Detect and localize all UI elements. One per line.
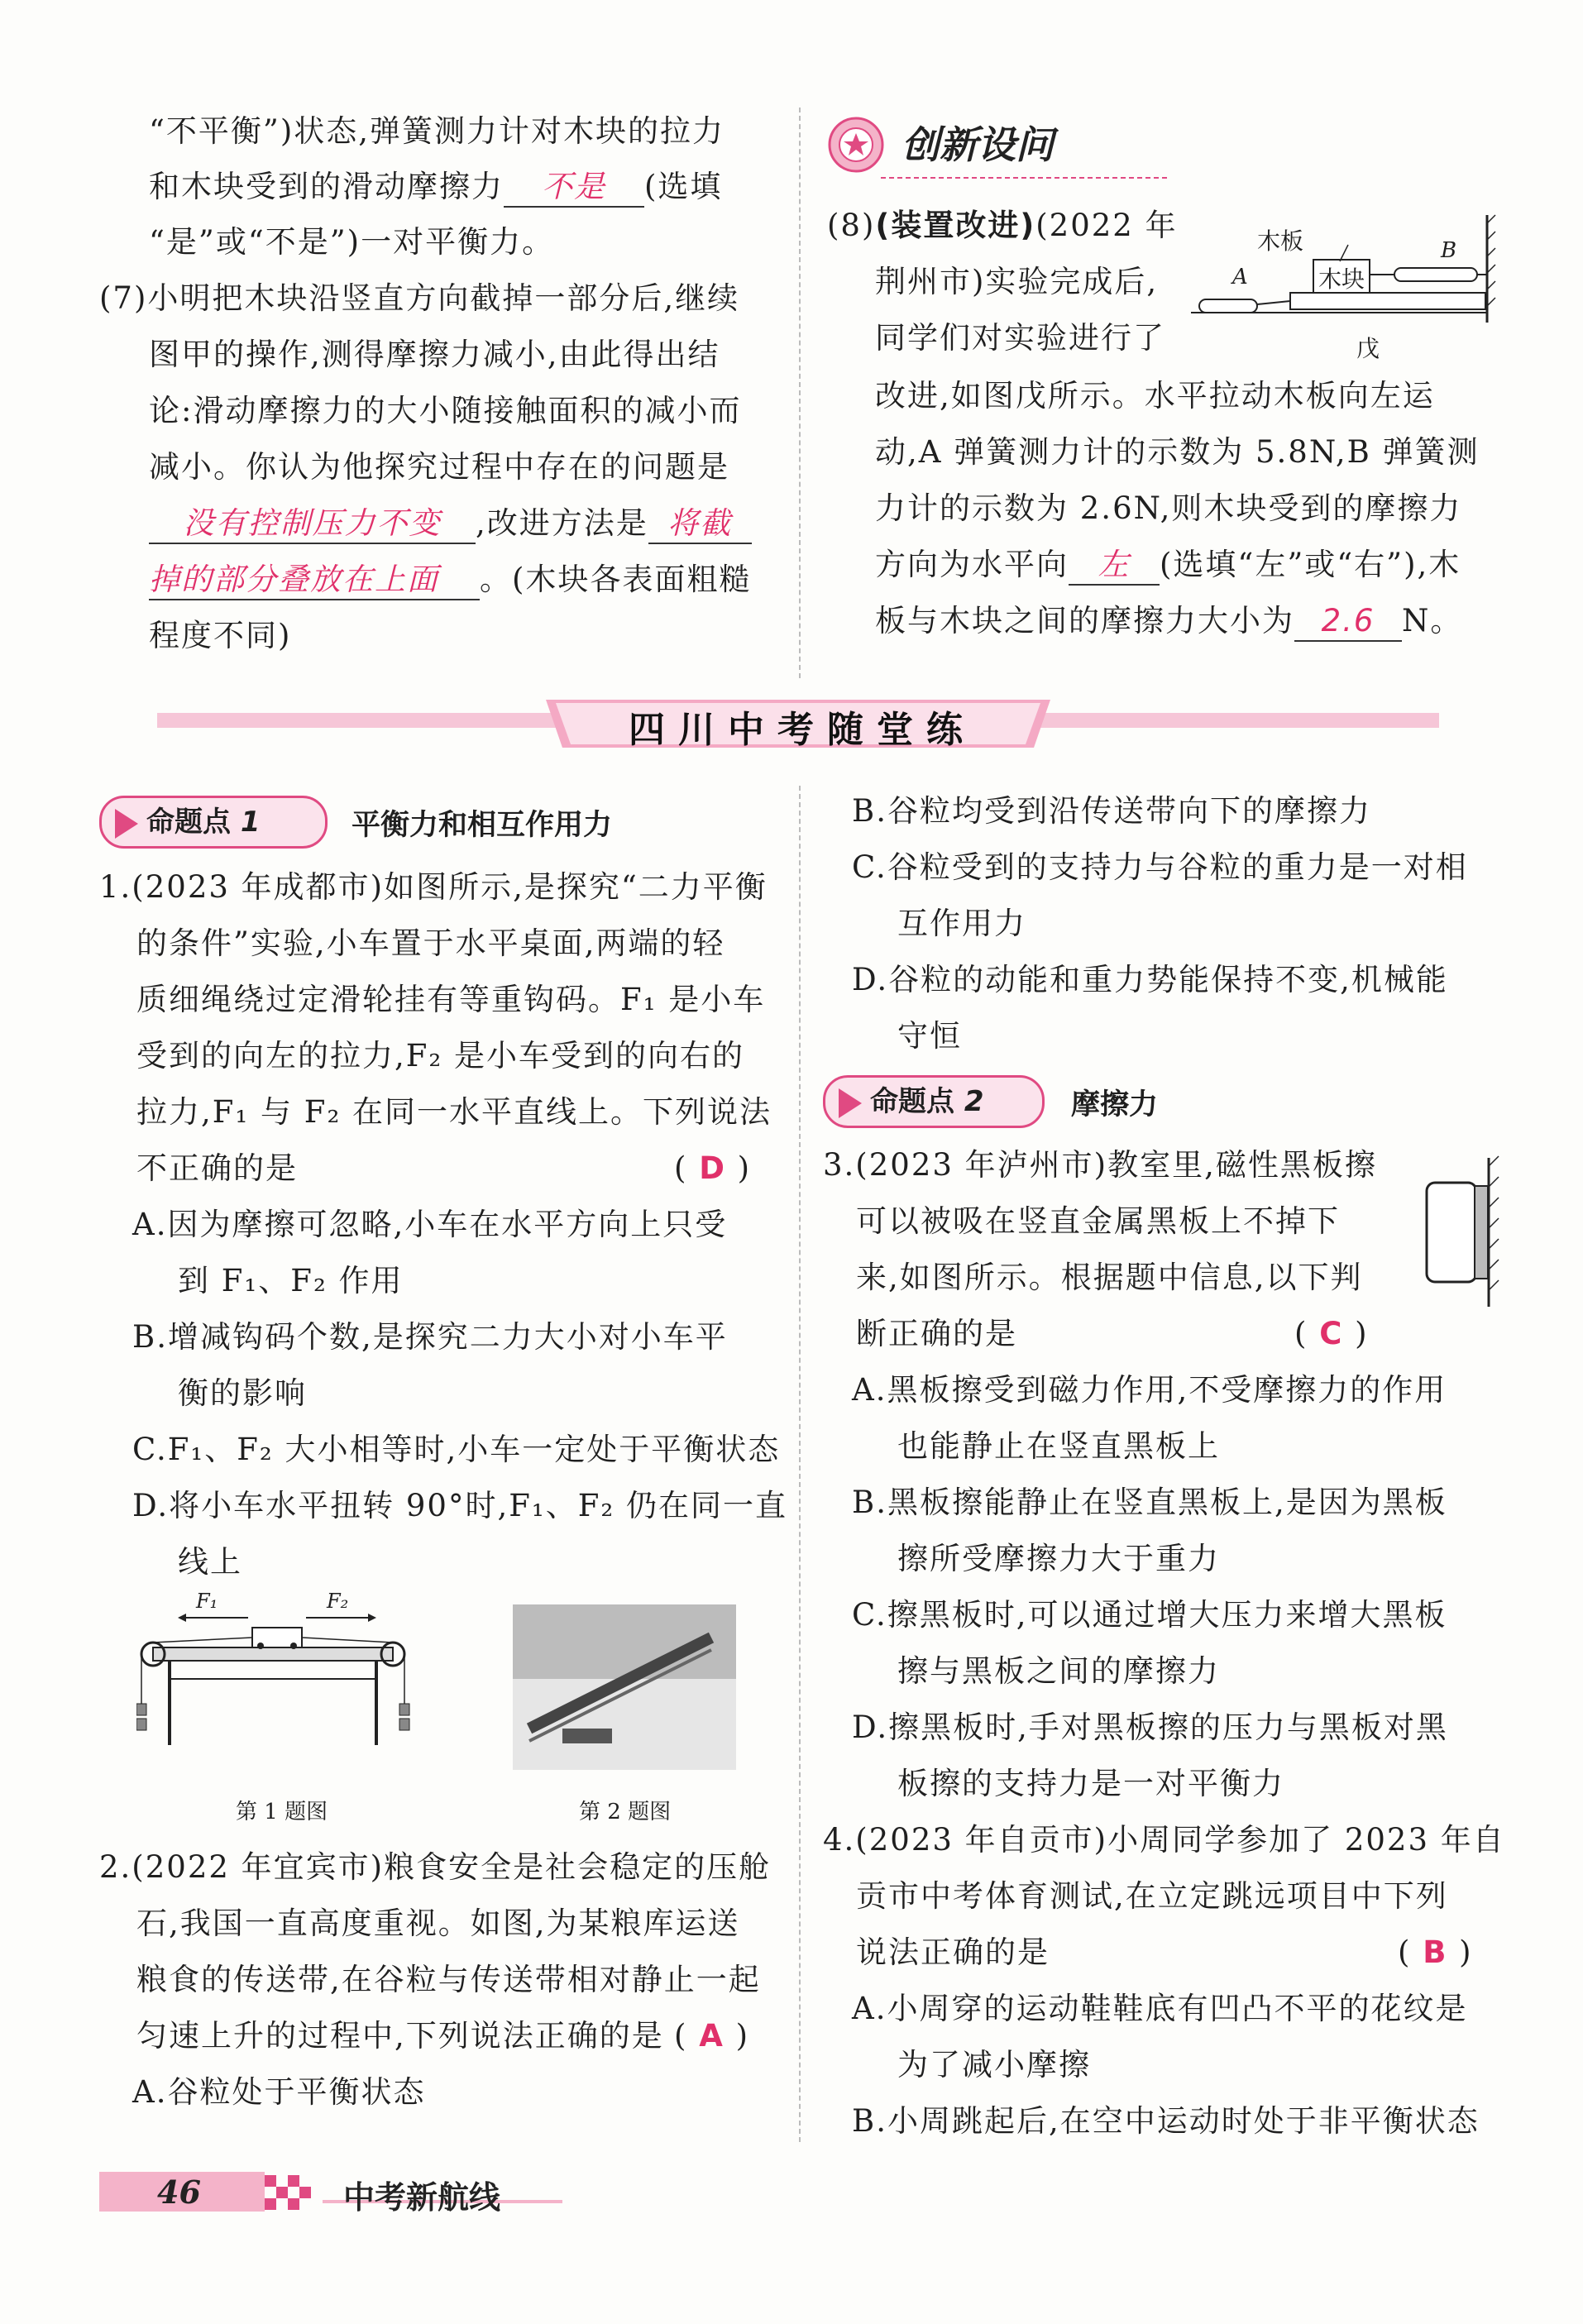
text-line: (7)小明把木块沿竖直方向截掉一部分后,继续 — [99, 280, 740, 316]
text-line: 衡的影响 — [178, 1375, 307, 1411]
option-c: C.擦黑板时,可以通过增大压力来增大黑板 — [852, 1597, 1447, 1633]
text-line: 受到的向左的拉力,F₂ 是小车受到的向右的 — [136, 1038, 745, 1074]
text-line: 掉的部分叠放在上面 。(木块各表面粗糙 — [149, 561, 751, 600]
text-line: 拉力,F₁ 与 F₂ 在同一水平直线上。下列说法 — [136, 1094, 772, 1130]
answer-blank: 2.6 — [1294, 602, 1402, 642]
option-d: D.将小车水平扭转 90°时,F₁、F₂ 仍在同一直 — [132, 1488, 787, 1523]
option-d: D.擦黑板时,手对黑板擦的压力与黑板对黑 — [852, 1710, 1448, 1745]
fig-label-a: A — [1232, 265, 1248, 289]
text-line: “不平衡”)状态,弹簧测力计对木块的拉力 — [149, 113, 725, 149]
text-line: 贡市中考体育测试,在立定跳远项目中下列 — [856, 1878, 1448, 1914]
innovation-section-header — [823, 112, 1179, 186]
text-line: 来,如图所示。根据题中信息,以下判 — [856, 1260, 1363, 1295]
text-line: 为了减小摩擦 — [897, 2047, 1091, 2083]
text-line: 3.(2023 年泸州市)教室里,磁性黑板擦 — [823, 1147, 1377, 1183]
text-line: 荆州市)实验完成后, — [875, 264, 1159, 299]
text-line: “是”或“不是”)一对平衡力。 — [149, 224, 555, 260]
text-line: 线上 — [178, 1544, 242, 1580]
figure-q1 — [136, 1588, 434, 1753]
text-line: 力计的示数为 2.6N,则木块受到的摩擦力 — [875, 490, 1462, 526]
option-a: A.黑板擦受到磁力作用,不受摩擦力的作用 — [852, 1372, 1447, 1408]
text-line: 粮食的传送带,在谷粒与传送带相对静止一起 — [136, 1962, 761, 1997]
figure-q3 — [1418, 1150, 1501, 1315]
topic-title-2: 摩擦力 — [1071, 1088, 1159, 1121]
text-line: 也能静止在竖直黑板上 — [897, 1428, 1220, 1464]
option-c: C.F₁、F₂ 大小相等时,小车一定处于平衡状态 — [132, 1432, 781, 1467]
play-arrow-icon — [839, 1088, 862, 1118]
text-line: 板擦的支持力是一对平衡力 — [897, 1766, 1284, 1801]
option-a: A.小周穿的运动鞋鞋底有凹凸不平的花纹是 — [852, 1991, 1468, 2026]
topic-tag-2: 命题点 2 — [823, 1075, 1045, 1128]
text-line: 程度不同) — [149, 618, 292, 653]
answer-blank: 掉的部分叠放在上面 — [149, 561, 480, 600]
option-c: C.谷粒受到的支持力与谷粒的重力是一对相 — [852, 849, 1468, 885]
play-arrow-icon — [115, 809, 138, 839]
fig-label-f1: F₁ — [196, 1590, 218, 1613]
fig-label-b: B — [1441, 238, 1457, 263]
answer-blank: 不是 — [504, 168, 644, 208]
option-a: A.因为摩擦可忽略,小车在水平方向上只受 — [132, 1207, 728, 1242]
text-line: 和木块受到的滑动摩擦力 不是 (选填 — [149, 168, 722, 208]
answer-paren: ( B ) — [1398, 1934, 1473, 1970]
option-b: B.增减钩码个数,是探究二力大小对小车平 — [132, 1319, 728, 1355]
text-line: 论:滑动摩擦力的大小随接触面积的减小而 — [149, 393, 742, 428]
text-line: 守恒 — [897, 1018, 962, 1054]
text-line: 可以被吸在竖直金属黑板上不掉下 — [856, 1203, 1340, 1239]
text-line: 擦所受摩擦力大于重力 — [897, 1541, 1220, 1576]
page-number: 46 — [157, 2173, 201, 2211]
text-line: 动,A 弹簧测力计的示数为 5.8N,B 弹簧测 — [875, 434, 1480, 470]
answer-blank: 没有控制压力不变 — [149, 504, 476, 544]
text-line: 没有控制压力不变 ,改进方法是 将截 — [149, 504, 752, 544]
answer-paren: ( D ) — [674, 1150, 752, 1186]
text-line: 断正确的是 — [856, 1316, 1017, 1351]
text-line: 方向为水平向 左 (选填“左”或“右”),木 — [875, 546, 1461, 586]
section-title: 创新设问 — [901, 122, 1054, 167]
brand-name: 中考新航线 — [343, 2179, 501, 2216]
fig-label-board: 木板 — [1257, 227, 1304, 255]
section-banner — [157, 695, 1439, 753]
text-line: 到 F₁、F₂ 作用 — [178, 1263, 404, 1298]
text-line: 同学们对实验进行了 — [875, 320, 1165, 356]
option-b: B.谷粒均受到沿传送带向下的摩擦力 — [852, 793, 1371, 829]
topic-title-1: 平衡力和相互作用力 — [352, 809, 613, 842]
answer-blank: 左 — [1069, 546, 1160, 586]
text-line: 减小。你认为他探究过程中存在的问题是 — [149, 449, 729, 485]
text-line: 质细绳绕过定滑轮挂有等重钩码。F₁ 是小车 — [136, 982, 766, 1017]
text-line: (8)(装置改进)(2022 年 — [827, 208, 1178, 243]
option-d: D.谷粒的动能和重力势能保持不变,机械能 — [852, 962, 1448, 997]
figure-caption-1: 第 1 题图 — [236, 1800, 328, 1824]
text-line: 板与木块之间的摩擦力大小为 2.6 N。 — [875, 602, 1462, 642]
text-line: 石,我国一直高度重视。如图,为某粮库运送 — [136, 1906, 740, 1941]
text-line: 图甲的操作,测得摩擦力减小,由此得出结 — [149, 337, 720, 372]
text-line: 擦与黑板之间的摩擦力 — [897, 1653, 1220, 1689]
text-line: 不正确的是 — [136, 1150, 298, 1186]
text-line: 4.(2023 年自贡市)小周同学参加了 2023 年自 — [823, 1822, 1505, 1858]
page-footer — [99, 2167, 562, 2216]
fig-label-block: 木块 — [1318, 265, 1365, 293]
fig-caption: 戊 — [1356, 335, 1380, 362]
text-line: 互作用力 — [897, 906, 1026, 941]
answer-blank: 将截 — [648, 504, 752, 544]
figure-q2-photo — [513, 1604, 736, 1770]
banner-title: 四川中考随堂练 — [629, 709, 976, 751]
figure-wu — [1191, 207, 1497, 364]
text-line: 的条件”实验,小车置于水平桌面,两端的轻 — [136, 925, 725, 961]
text-line: 改进,如图戊所示。水平拉动木板向左运 — [875, 378, 1435, 414]
column-divider — [799, 786, 801, 2142]
text-line: 匀速上升的过程中,下列说法正确的是 — [136, 2018, 664, 2054]
option-b: B.小周跳起后,在空中运动时处于非平衡状态 — [852, 2103, 1480, 2139]
figure-caption-2: 第 2 题图 — [579, 1800, 672, 1824]
answer-paren: ( C ) — [1294, 1316, 1369, 1351]
text-line: 1.(2023 年成都市)如图所示,是探究“二力平衡 — [99, 869, 768, 905]
text-line: 说法正确的是 — [856, 1934, 1050, 1970]
fig-label-f2: F₂ — [327, 1590, 349, 1613]
topic-tag-1: 命题点 1 — [99, 796, 328, 849]
column-divider — [799, 108, 801, 678]
text-line: 2.(2022 年宜宾市)粮食安全是社会稳定的压舱 — [99, 1849, 772, 1885]
answer-paren: ( A ) — [674, 2018, 750, 2054]
option-b: B.黑板擦能静止在竖直黑板上,是因为黑板 — [852, 1485, 1447, 1520]
option-a: A.谷粒处于平衡状态 — [132, 2074, 426, 2110]
